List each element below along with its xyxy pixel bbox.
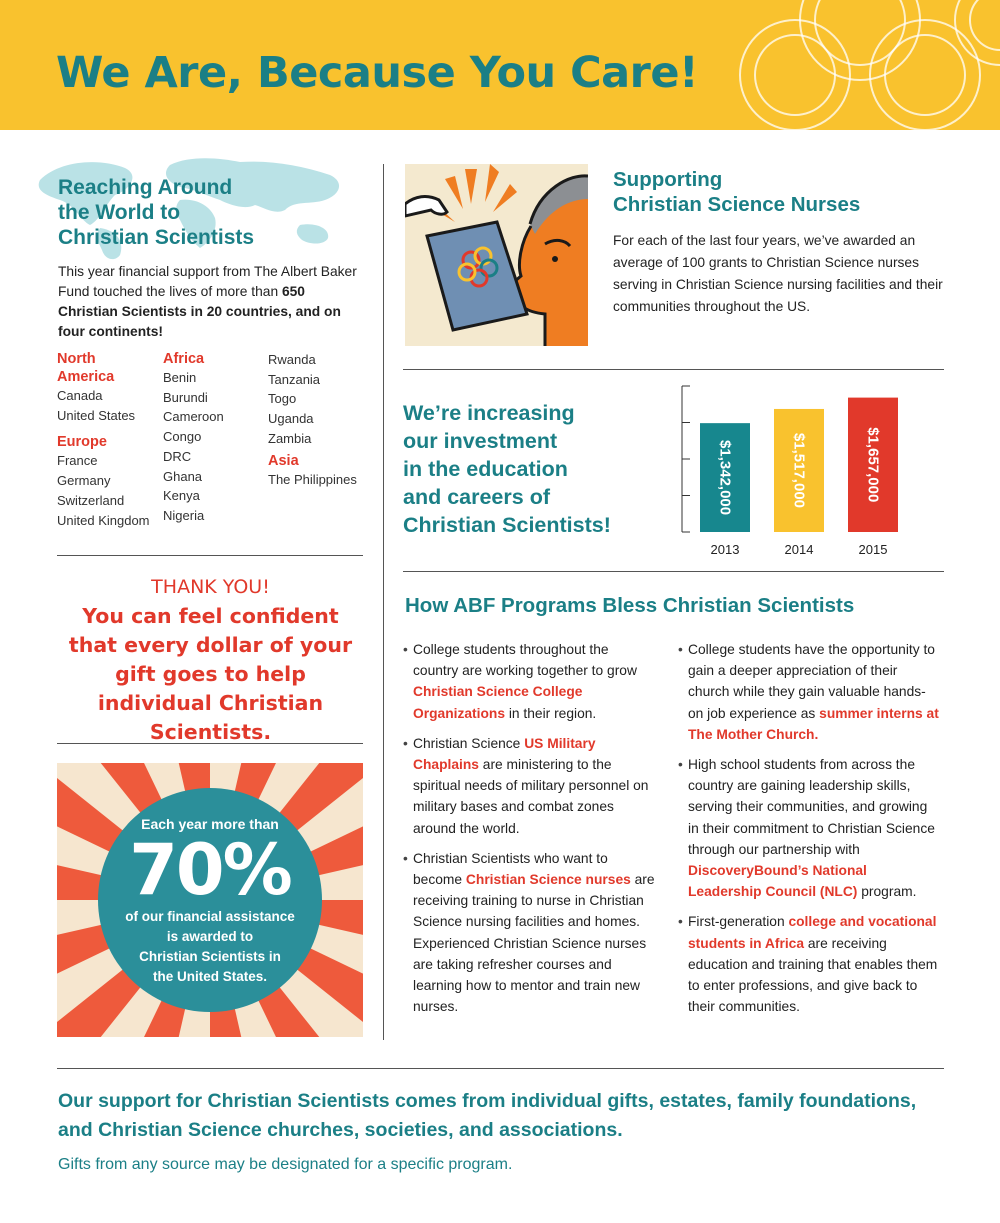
program-text: Christian Science [413,735,525,751]
flower-knot-icon [700,0,1000,130]
programs-list-right [678,639,940,1026]
investment-line: and careers of [403,485,550,509]
programs-list-left [403,639,655,1026]
investment-line: Christian Scientists! [403,513,611,537]
program-text: Christian Scientists who want to become [413,850,608,888]
country-item: Ghana [163,468,203,484]
countries-column-1 [57,350,150,530]
country-item: DRC [163,448,192,464]
country-item: France [57,453,98,469]
country-item: Cameroon [163,409,224,425]
program-text: program. [857,884,917,900]
bar-data-label: $1,517,000 [790,432,808,509]
stat-callout [110,815,310,987]
region-heading-africa: Africa [163,351,205,367]
reaching-desc-text: This year financial support from The Albert Baker Fund touched the lives of more than [58,264,357,299]
nurse-illustration-icon [405,164,588,346]
section-divider [403,571,944,572]
region-heading-line: North [57,351,96,367]
program-item [403,733,655,839]
x-tick-label: 2015 [858,542,888,557]
region-heading-north-america [57,350,150,386]
country-item: Nigeria [163,507,205,523]
country-item: The Philippines [268,471,357,487]
investment-heading [403,399,668,539]
country-item: Congo [163,429,202,445]
program-text: High school students from across the country are gaining leadership skills, serving their communities, and growing in their commitment to Christian Science through our partnership with [688,757,935,857]
stat-tail-line: of our financial assistance [125,909,295,924]
programs-title: How ABF Programs Bless Christian Scientists [405,594,855,617]
region-heading-asia: Asia [268,452,299,469]
section-divider [57,1068,944,1069]
program-text: College students have the opportunity to gain a deeper appreciation of their church while they gain valuable hands-on job experience as [688,642,935,721]
country-item: Uganda [268,411,314,427]
country-item: Burundi [163,389,208,405]
section-divider [403,369,944,370]
program-text: are ministering to the spiritual needs of military personnel on military bases and combat zones around the world. [413,757,649,836]
section-divider [57,555,363,556]
stat-value: 70% [129,829,291,911]
investment-line: our investment [403,429,558,453]
column-divider [383,164,384,1040]
program-highlight: Christian Science College Organizations [413,684,583,721]
region-heading-europe: Europe [57,434,107,451]
investment-line: We’re increasing [403,401,575,425]
investment-line: in the education [403,457,568,481]
page-title: We Are, Because You Care! [56,48,699,98]
stat-tail-line: is awarded to [166,929,254,944]
region-heading-line: America [57,369,115,385]
reaching-description [58,262,358,342]
thank-you-message [58,573,363,747]
country-item: Togo [268,391,297,407]
country-item: Switzerland [57,492,125,508]
reaching-title-line: Christian Scientists [58,226,255,249]
country-item: Zambia [268,430,312,446]
country-item: Germany [57,473,111,489]
country-item: Kenya [163,488,200,504]
program-item [678,639,940,745]
nurses-description: For each of the last four years, we’ve awarded an average of 100 grants to Christian Science nurses serving in Christian Science nursing facilities and their communities throughout the US. [613,233,943,314]
program-highlight: Christian Science nurses [465,872,631,888]
program-highlight: US Military Chaplains [413,735,596,773]
stat-tail-line: Christian Scientists in [139,949,281,964]
bar-data-label: $1,657,000 [864,427,882,503]
stat-tail-line: the United States. [152,969,268,984]
country-item: Benin [163,370,197,385]
stat-lead: Each year more than [141,816,279,832]
reaching-title [58,175,318,250]
investment-bar-chart [670,380,930,570]
program-text: are receiving training to nurse in Christian Science nursing facilities and homes. Experienced Christian Science nurses are taking refresher courses and learning how to mentor and train new nurses. [413,872,655,1015]
bar-data-label: $1,342,000 [716,440,734,516]
program-highlight: DiscoveryBound’s National Leadership Council (NLC) [688,863,867,900]
program-highlight: summer interns at The Mother Church. [688,705,939,742]
nurses-title [613,167,860,217]
header-banner [0,0,1000,130]
country-item: Canada [57,388,103,403]
x-tick-label: 2014 [784,542,814,557]
stat-tail [110,907,310,987]
countries-column-2 [163,350,224,526]
x-tick-label: 2013 [710,542,740,557]
footer-note: Gifts from any source may be designated for a specific program. [58,1156,513,1173]
reaching-title-line: Reaching Around [58,176,233,199]
program-text: College students throughout the country are working together to grow [413,642,637,679]
countries-column-3 [268,350,357,489]
country-item: Tanzania [268,371,321,387]
program-text: in their region. [505,705,597,721]
thank-you-heading: THANK YOU! [151,576,270,598]
program-item [678,911,940,1017]
program-item [678,754,940,902]
nurses-title-line: Supporting [613,168,723,191]
country-item: United States [57,407,136,423]
reaching-title-line: the World to [58,201,181,224]
program-text: are receiving education and training that enables them to enter professions, and give back to their communities. [688,935,938,1015]
program-highlight: college and vocational students in Africa [688,914,937,951]
country-item: Rwanda [268,352,316,367]
country-item: United Kingdom [57,512,150,528]
program-text: First-generation [688,914,789,930]
nurses-title-line: Christian Science Nurses [613,193,861,216]
program-item [403,639,655,724]
reaching-desc-highlight: 650 Christian Scientists in 20 countries, and on four continents! [58,284,341,339]
program-item [403,848,655,1018]
footer-statement: Our support for Christian Scientists comes from individual gifts, estates, family foundations, and Christian Science churches, societies, and associations. [58,1090,917,1141]
thank-you-body: You can feel confident that every dollar of your gift goes to help individual Christian Scientists. [68,604,353,744]
